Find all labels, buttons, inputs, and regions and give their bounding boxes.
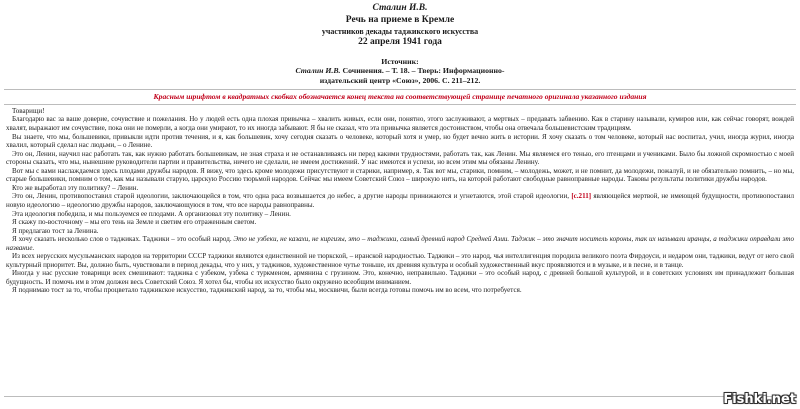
paragraph: Вот мы с вами наслаждаемся здесь плодами дружбы народов. Я вижу, что здесь кроме молодежи присутствуют и старики, например, я. Так вот мы, старики, помним, – молодежь, может, и не помнит, да молодежи, пожалуй, и не обязательно помнить, – но мы, старые большевики, помним о том, как мы называли старую, царскую Россию тюрьмой народов. Сейчас мы имеем Советский Союз – широкую нить, на которой работают свободные равноправные народы. Таковы результаты политики дружбы народов. [6, 166, 794, 184]
source-line-1 [0, 66, 800, 76]
paragraph: Вы знаете, что мы, большевики, привыкли идти против течения, и я, как большевик, хочу сегодня сказать о человеке, который хотя и умер, но будет вечно жить в истории. Я хочу сказать о том человеке, который нас воспитал, учил, иногда журил, иногда хвалил, который сделал нас людьми, – о Ленине. [6, 132, 794, 150]
paragraph: Это он, Ленин, научил нас работать так, как нужно работать большевикам, не зная страха и не останавливаясь ни перед какими трудностями, работать так, как Ленин. Мы являемся его тенью, его птенцами и учениками. Было бы ложной скромностью с моей стороны сказать, что мы, нынешние руководители партии и правительства, ничего не сделали, не имеем достижений. У нас имеются и успехи, но всем этим мы обязаны Ленину. [6, 149, 794, 167]
page-marker: [с.211] [571, 192, 592, 201]
note-block [4, 89, 796, 101]
paragraph: Благодарю вас за ваше доверие, сочувствие и пожелания. Но у людей есть одна плохая привычка – хвалить живых, если они, понятно, этого заслуживают, а мертвых – предавать забвению. Как в старину называли, кумиров или, как сейчас говорят, вождей хвалят, выражают им сочувствие, пока они не померли, а когда они умирают, то их иногда забывают. Я бы не сказал, что эта привычка является достоинством, чтобы она отвечала большевистским традициям. [6, 115, 794, 133]
paragraph: Я скажу по-восточному – мы его тень на Земле и светим его отраженным светом. [12, 218, 257, 227]
source-citation [0, 57, 800, 86]
bottom-divider [4, 396, 796, 397]
paragraph: Я поднимаю тост за то, чтобы процветало таджикское искусство, таджикский народ, за то, чтобы мы, москвичи, были всегда готовы помочь им во всем, что потребуется. [12, 286, 522, 295]
source-line-2: издательский центр «Союз», 2006. С. 211–212. [319, 76, 481, 86]
paragraph: Иногда у нас русские товарищи всех смешивают: таджика с узбеком, узбека с туркменом, армянина с грузином. Это, конечно, неправильно. Таджики – это особый народ, с древней большой культурой, и в советских условиях им принадлежит большая будущность. И помочь им в этом должен весь Советский Союз. Я хотел бы, чтобы их искусство было окружено всеобщим вниманием. [6, 269, 794, 286]
paragraph: Из всех нерусских мусульманских народов на территории СССР таджики являются единственной не тюркской, – иранской народностью. Таджики – это народ, чья интеллигенция породила великого поэта Фирдоуси, и недаром они, таджики, ведут от него свой культурный приоритет. Вы, должно быть, чувствовали в период декады, что у них, у таджиков, художественное чутье тоньше, их древняя культура и особый художественный вкус проявляются и в музыке, и в песне, и в танце. [6, 252, 794, 269]
speech-subtitle: участников декады таджикского искусства [321, 26, 479, 36]
source-line-1-text: Сочинения. – Т. 18. – Тверь: Информационно- [340, 66, 505, 76]
speech-date: 22 апреля 1941 года [358, 36, 442, 47]
paragraph-text: Я хочу сказать несколько слов о таджиках. Таджики – это особый народ. [12, 235, 234, 244]
italic-text: Это не узбеки, не казахи, не киргизы, это – таджики, самый древний народ Средней Азии. Таджик – это значит носитель короны, так их называли иранцы, а таджики оправдали это название. [6, 235, 794, 252]
red-page-note: Красным шрифтом в квадратных скобках обозначается конец текста на соответствующей странице печатного оригинала указанного издания [153, 91, 647, 101]
paragraph-text: Это он, Ленин, противопоставил старой идеологии, заключающейся в том, что одна раса возвышается до небес, а другие народы принижаются и угнетаются, этой старой идеологии, [12, 192, 572, 201]
paragraph [6, 235, 794, 252]
speech-title: Речь на приеме в Кремле [345, 14, 455, 25]
divider [4, 104, 796, 105]
source-author: Сталин И.В. [295, 66, 341, 76]
site-watermark: Fishki.net [723, 392, 796, 407]
speech-body [6, 107, 794, 295]
paragraph: Я предлагаю тост за Ленина. [12, 226, 99, 235]
paragraph: Эта идеология победила, и мы пользуемся ее плодами. А организовал эту политику – Ленин. [12, 209, 291, 218]
paragraph-greeting: Товарищи! [12, 106, 45, 115]
source-label: Источник: [381, 56, 419, 66]
document-header [0, 0, 800, 49]
paragraph: Кто же выработал эту политику? – Ленин. [12, 183, 139, 192]
paragraph-text: являющейся мертвой, не имеющей будущности, противопоставил новую идеологию – идеологию дружбы народов, заключающуюся в том, что все народы равноправны. [6, 192, 795, 209]
paragraph [6, 192, 794, 209]
author-name: Сталин И.В. [372, 3, 428, 13]
